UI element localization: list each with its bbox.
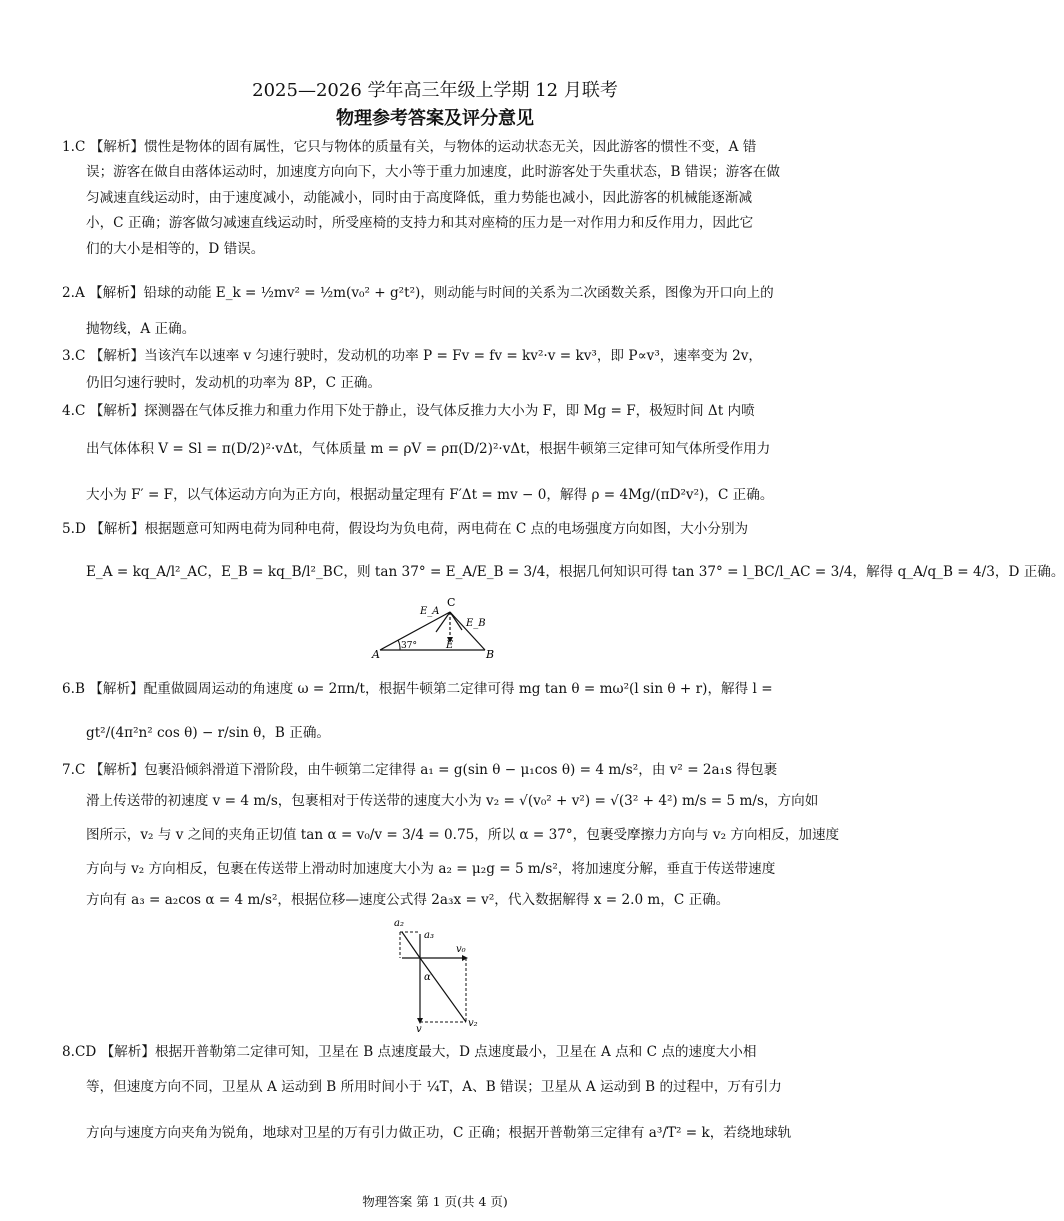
- answer-subtitle: 物理参考答案及评分意见: [336, 108, 534, 129]
- text-line: 方向与速度方向夹角为锐角，地球对卫星的万有引力做正功，C 正确；根据开普勒第三定律有 a³/T² = k，若绕地球轨: [86, 1125, 792, 1141]
- label-e: E: [446, 640, 454, 651]
- a2-arrow: [402, 932, 420, 958]
- text-line: 3.C 【解析】当该汽车以速率 v 匀速行驶时，发动机的功率 P = Fv = fv = kv²·v = kv³，即 P∝v³，速率变为 2v，: [62, 348, 763, 364]
- text-line: 出气体体积 V = Sl = π(D/2)²·vΔt，气体质量 m = ρV = ρπ(D/2)²·vΔt，根据牛顿第三定律可知气体所受作用力: [86, 441, 771, 457]
- label-b: B: [486, 648, 495, 661]
- text-line: 图所示，v₂ 与 v 之间的夹角正切值 tan α = v₀/v = 3/4 = 0.75，所以 α = 37°，包裹受摩擦力方向与 v₂ 方向相反，加速度: [86, 827, 840, 843]
- text-line: 5.D 【解析】根据题意可知两电荷为同种电荷，假设均为负电荷，两电荷在 C 点的电场强度方向如图，大小分别为: [62, 521, 749, 537]
- eb-arrow: [450, 612, 462, 630]
- v2-arrow: [420, 958, 466, 1022]
- text-line: gt²/(4π²n² cos θ) − r/sin θ，B 正确。: [86, 725, 331, 741]
- label-v2: v₂: [468, 1018, 478, 1029]
- label-v0: v₀: [456, 944, 466, 955]
- label-v: v: [416, 1024, 422, 1035]
- figure-q5-triangle: [370, 592, 500, 662]
- text-line: 仍旧匀速行驶时，发动机的功率为 8P，C 正确。: [86, 375, 382, 391]
- label-a2: a₂: [394, 918, 404, 929]
- label-c: C: [447, 596, 456, 609]
- text-line: 方向与 v₂ 方向相反，包裹在传送带上滑动时加速度大小为 a₂ = μ₂g = 5 m/s²，将加速度分解，垂直于传送带速度: [86, 861, 776, 877]
- text-line: 匀减速直线运动时，由于速度减小，动能减小，同时由于高度降低，重力势能也减小，因此游客的机械能逐渐减: [86, 190, 753, 206]
- text-line: 大小为 F′ = F，以气体运动方向为正方向，根据动量定理有 F′Δt = mv − 0，解得 ρ = 4Mg/(πD²v²)，C 正确。: [86, 487, 774, 503]
- label-ea: E_A: [420, 606, 440, 617]
- text-line: 们的大小是相等的，D 错误。: [86, 241, 265, 257]
- text-line: 4.C 【解析】探测器在气体反推力和重力作用下处于静止，设气体反推力大小为 F，即 Mg = F，极短时间 Δt 内喷: [62, 403, 755, 419]
- text-line: 滑上传送带的初速度 v = 4 m/s，包裹相对于传送带的速度大小为 v₂ = √(v₀² + v²) = √(3² + 4²) m/s = 5 m/s，方向如: [86, 793, 819, 809]
- text-line: 2.A 【解析】铅球的动能 E_k = ½mv² = ½m(v₀² + g²t²)，则动能与时间的关系为二次函数关系，图像为开口向上的: [62, 285, 774, 301]
- text-line: 小，C 正确；游客做匀减速直线运动时，所受座椅的支持力和其对座椅的压力是一对作用力和反作用力，因此它: [86, 215, 754, 231]
- page-footer: 物理答案 第 1 页(共 4 页): [362, 1194, 508, 1209]
- label-alpha: α: [424, 972, 431, 983]
- text-line: 方向有 a₃ = a₂cos α = 4 m/s²，根据位移—速度公式得 2a₃x = v²，代入数据解得 x = 2.0 m，C 正确。: [86, 892, 730, 908]
- text-line: 误；游客在做自由落体运动时，加速度方向向下，大小等于重力加速度，此时游客处于失重状态，B 错误；游客在做: [86, 164, 780, 180]
- text-line: E_A = kq_A/l²_AC，E_B = kq_B/l²_BC，则 tan 37° = E_A/E_B = 3/4，根据几何知识可得 tan 37° = l_BC/l_AC = 3/4，解得 q_A/q_B = 4/3，D 正确。: [86, 564, 1064, 580]
- figure-q7-velocity: [388, 914, 488, 1035]
- text-line: 等，但速度方向不同，卫星从 A 运动到 B 所用时间小于 ¼T，A、B 错误；卫星从 A 运动到 B 的过程中，万有引力: [86, 1079, 782, 1095]
- text-line: 8.CD 【解析】根据开普勒第二定律可知，卫星在 B 点速度最大，D 点速度最小，卫星在 A 点和 C 点的速度大小相: [62, 1044, 757, 1060]
- text-line: 1.C 【解析】惯性是物体的固有属性，它只与物体的质量有关，与物体的运动状态无关，因此游客的惯性不变，A 错: [62, 139, 757, 155]
- text-line: 抛物线，A 正确。: [86, 321, 196, 337]
- label-angle: 37°: [401, 641, 417, 651]
- text-line: 6.B 【解析】配重做圆周运动的角速度 ω = 2πn/t，根据牛顿第二定律可得 mg tan θ = mω²(l sin θ + r)，解得 l =: [62, 681, 773, 697]
- exam-title: 2025—2026 学年高三年级上学期 12 月联考: [252, 80, 618, 101]
- label-a: A: [372, 648, 380, 661]
- text-line: 7.C 【解析】包裹沿倾斜滑道下滑阶段，由牛顿第二定律得 a₁ = g(sin θ − μ₁cos θ) = 4 m/s²，由 v² = 2a₁s 得包裹: [62, 762, 778, 778]
- angle-arc: [398, 640, 400, 650]
- label-a3: a₃: [424, 930, 434, 941]
- label-eb: E_B: [466, 618, 486, 629]
